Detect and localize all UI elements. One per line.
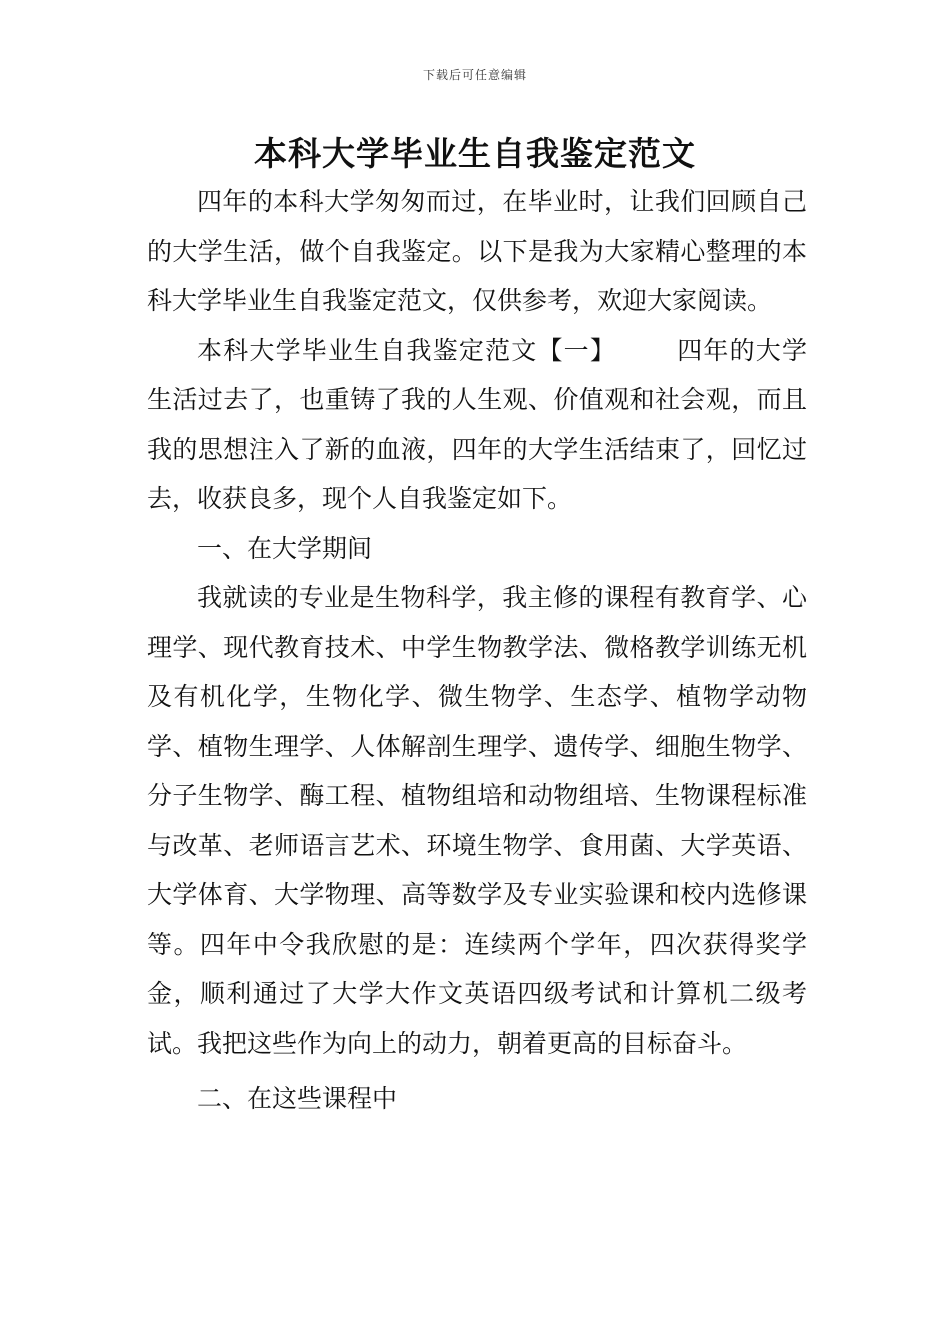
header-note: 下载后可任意编辑 [422, 68, 527, 82]
document-title: 本科大学毕业生自我鉴定范文 [254, 134, 696, 173]
section-lead-text: 四年的大学 [676, 335, 807, 365]
intro-paragraph: 四年的本科大学匆匆而过，在毕业时，让我们回顾自己的大学生活，做个自我鉴定。以下是我为大家精心整理的本科大学毕业生自我鉴定范文，仅供参考，欢迎大家阅读。 [147, 187, 807, 315]
section-one-paragraph [147, 326, 807, 524]
subheading-two: 二、在这些课程中 [197, 1084, 398, 1113]
subheading-one: 一、在大学期间 [197, 533, 373, 563]
document-body [147, 177, 807, 1124]
section-heading: 本科大学毕业生自我鉴定范文【一】 [197, 335, 617, 365]
courses-paragraph: 我就读的专业是生物科学，我主修的课程有教育学、心理学、现代教育技术、中学生物教学法、微格教学训练无机及有机化学，生物化学、微生物学、生态学、植物学动物学、植物生理学、人体解剖生理学、遗传学、细胞生物学、分子生物学、酶工程、植物组培和动物组培、生物课程标准与改革、老师语言艺术、环境生物学、食用菌、大学英语、大学体育、大学物理、高等数学及专业实验课和校内选修课等。四年中令我欣慰的是：连续两个学年，四次获得奖学金，顺利通过了大学大作文英语四级考试和计算机二级考试。我把这些作为向上的动力，朝着更高的目标奋斗。 [147, 583, 807, 1058]
section-body-text: 生活过去了，也重铸了我的人生观、价值观和社会观，而且我的思想注入了新的血液，四年的大学生活结束了，回忆过去，收获良多，现个人自我鉴定如下。 [147, 385, 807, 513]
